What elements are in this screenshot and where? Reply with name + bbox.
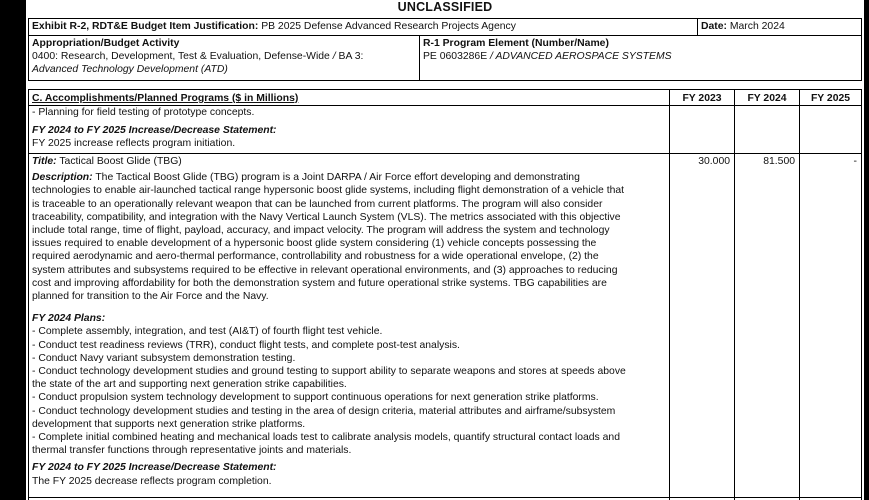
- program-element-number: PE 0603286E: [423, 51, 488, 63]
- appropriation-line1: 0400: Research, Development, Test & Evaluation, Defense-Wide: [32, 51, 330, 63]
- tbg-fy2025-value: -: [853, 156, 857, 167]
- left-dark-frame: [0, 0, 26, 500]
- exhibit-value: PB 2025 Defense Advanced Research Projects Agency: [261, 21, 516, 32]
- plan-item: - Conduct propulsion system technology development to support continuous operations for next generation strike platforms.: [32, 392, 599, 404]
- previous-item-bullet: - Planning for field testing of prototype concepts.: [32, 107, 255, 118]
- exhibit-title: [29, 19, 697, 34]
- exhibit-label: Exhibit R-2, RDT&E Budget Item Justification:: [32, 21, 259, 32]
- date-field: [698, 19, 862, 34]
- date-label: Date:: [701, 21, 727, 32]
- tbg-plans-heading: FY 2024 Plans:: [32, 313, 106, 325]
- tbg-description-label: Description:: [32, 172, 93, 184]
- tbg-fy2024-value: 81.500: [763, 156, 795, 167]
- tbg-statement-heading: FY 2024 to FY 2025 Increase/Decrease Statement:: [32, 462, 277, 474]
- program-element-cell: R-1 Program Element (Number/Name) PE 0603286E / ADVANCED AEROSPACE SYSTEMS: [420, 36, 860, 64]
- plan-item: - Conduct technology development studies and ground testing to support ability to separate weapons and stores at speeds above: [32, 366, 626, 378]
- plan-item: - Conduct Navy variant subsystem demonstration testing.: [32, 352, 296, 364]
- classification-banner: UNCLASSIFIED: [397, 0, 493, 14]
- appropriation-label: Appropriation/Budget Activity: [32, 38, 180, 49]
- fy2023-header: FY 2023: [682, 93, 722, 104]
- fy2024-header: FY 2024: [747, 93, 787, 104]
- right-dark-frame: [864, 0, 869, 500]
- plan-item-continued: the state of the art and supporting next generation strike capabilities.: [32, 379, 347, 391]
- plan-item-continued: thermal transfer functions through representative joints and materials.: [32, 445, 352, 457]
- tbg-title-value: Tactical Boost Glide (TBG): [59, 156, 182, 167]
- fy2025-header: FY 2025: [810, 93, 851, 104]
- appropriation-ba: BA 3:: [338, 51, 364, 63]
- previous-statement-heading: FY 2024 to FY 2025 Increase/Decrease Statement:: [32, 125, 277, 137]
- program-element-name: ADVANCED AEROSPACE SYSTEMS: [495, 51, 672, 63]
- section-title: C. Accomplishments/Planned Programs ($ in Millions): [32, 93, 299, 104]
- tbg-statement-text: The FY 2025 decrease reflects program completion.: [32, 475, 272, 487]
- plan-item: - Complete initial combined heating and mechanical loads test to calibrate analysis models, quantify structural contact loads and: [32, 432, 620, 444]
- tbg-fy2023-value: 30.000: [698, 156, 730, 167]
- tbg-title-label: Title:: [32, 156, 57, 167]
- program-element-label: R-1 Program Element (Number/Name): [423, 38, 609, 49]
- plan-item: - Conduct technology development studies and testing in the area of design criteria, material attributes and airframe/subsystem: [32, 405, 616, 417]
- tbg-description: Description: The Tactical Boost Glide (TBG) program is a Joint DARPA / Air Force effort developing and demonstrating technologies to enable air-launched tactical range hypersonic boost glide systems, including flight demonstration of a vehicle that is traceable to an operationally relevant weapon that can be launched from current platforms. The program will also consider traceability, compatibility, and integration with the Navy Vertical Launch System (VLS). The metrics associated with this objective include total range, time of flight, payload, accuracy, and impact velocity. The program will address the system and technology issues required to enable development of a hypersonic boost glide system considering (1) vehicle concepts possessing the required aerodynamic and aero-thermal performance, controllability and robustness for a wide operational envelope, (2) the system attributes and subsystems required to be effective in relevant operational environments, and (3) approaches to reducing cost and improving affordability for both the demonstration system and future operational strike systems. TBG capabilities are planned for transition to the Air Force and the Navy.: [32, 172, 625, 303]
- plan-item-continued: development that supports next generation strike platforms.: [32, 418, 306, 430]
- previous-item: [29, 105, 669, 152]
- tbg-item: [29, 154, 669, 489]
- tbg-plans-list: [32, 325, 666, 457]
- plan-item: - Conduct test readiness reviews (TRR), conduct flight tests, and complete post-test analysis.: [32, 339, 460, 351]
- appropriation-cell: Appropriation/Budget Activity 0400: Research, Development, Test & Evaluation, Defense-Wide / BA 3: Advanced Technology Development (ATD): [29, 36, 419, 78]
- date-value: March 2024: [729, 21, 785, 32]
- document-page: [26, 0, 864, 500]
- plan-item: - Complete assembly, integration, and test (AI&T) of fourth flight test vehicle.: [32, 326, 383, 338]
- appropriation-line2: Advanced Technology Development (ATD): [32, 64, 228, 76]
- previous-statement-text: FY 2025 increase reflects program initiation.: [32, 138, 236, 150]
